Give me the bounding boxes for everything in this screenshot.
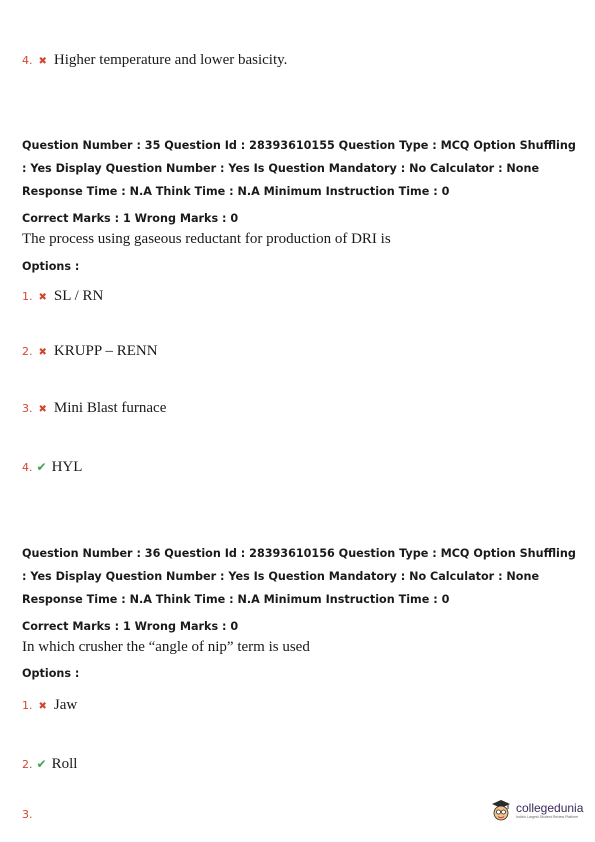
q35-question: The process using gaseous reductant for production of DRI is (22, 231, 391, 247)
option-text: SL / RN (53, 288, 104, 304)
q35-marks: Correct Marks : 1 Wrong Marks : 0 (22, 212, 239, 225)
q36-question: In which crusher the “angle of nip” term is used (22, 639, 310, 655)
option-number: 1. (22, 290, 33, 303)
cross-icon: ✖ (38, 701, 47, 712)
q36-options-label: Options : (22, 667, 80, 680)
option-text: Roll (51, 756, 78, 772)
option-number: 3. (22, 402, 33, 415)
graduate-mascot-icon (490, 798, 512, 822)
q36-marks: Correct Marks : 1 Wrong Marks : 0 (22, 620, 239, 633)
option-number: 4. (22, 461, 33, 474)
q36-option-2 (22, 756, 77, 773)
q35-option-3 (22, 400, 166, 417)
option-number: 4. (22, 54, 33, 67)
cross-icon: ✖ (38, 404, 47, 415)
logo-tagline: India's Largest Student Review Platform (516, 815, 579, 819)
q35-option-4 (22, 459, 82, 476)
option-number: 2. (22, 758, 33, 771)
q35-options-label: Options : (22, 260, 80, 273)
q34-option-4 (22, 52, 287, 69)
option-text: HYL (51, 459, 83, 475)
option-number: 3. (22, 808, 33, 821)
option-text: Mini Blast furnace (53, 400, 167, 416)
q35-option-2 (22, 343, 158, 360)
q35-option-1 (22, 288, 103, 305)
collegedunia-logo (490, 798, 583, 822)
option-text: Higher temperature and lower basicity. (53, 52, 288, 68)
cross-icon: ✖ (38, 347, 47, 358)
check-icon: ✔ (36, 757, 47, 771)
q36-option-3 (22, 808, 33, 821)
option-text: KRUPP – RENN (53, 343, 158, 359)
option-number: 2. (22, 345, 33, 358)
logo-name: collegedunia (516, 801, 584, 815)
cross-icon: ✖ (38, 56, 47, 67)
q36-option-1 (22, 697, 77, 714)
q35-meta: Question Number : 35 Question Id : 28393610155 Question Type : MCQ Option Shuffling : Yes Display Question Number : Yes Is Question Mandatory : No Calculator : None Response Time : N.A Think Time : N.A Minimum Instruction Time : 0 (22, 139, 576, 198)
q36-meta: Question Number : 36 Question Id : 28393610156 Question Type : MCQ Option Shuffling : Yes Display Question Number : Yes Is Question Mandatory : No Calculator : None Response Time : N.A Think Time : N.A Minimum Instruction Time : 0 (22, 547, 576, 606)
cross-icon: ✖ (38, 292, 47, 303)
check-icon: ✔ (36, 460, 47, 474)
option-text: Jaw (53, 697, 78, 713)
option-number: 1. (22, 699, 33, 712)
